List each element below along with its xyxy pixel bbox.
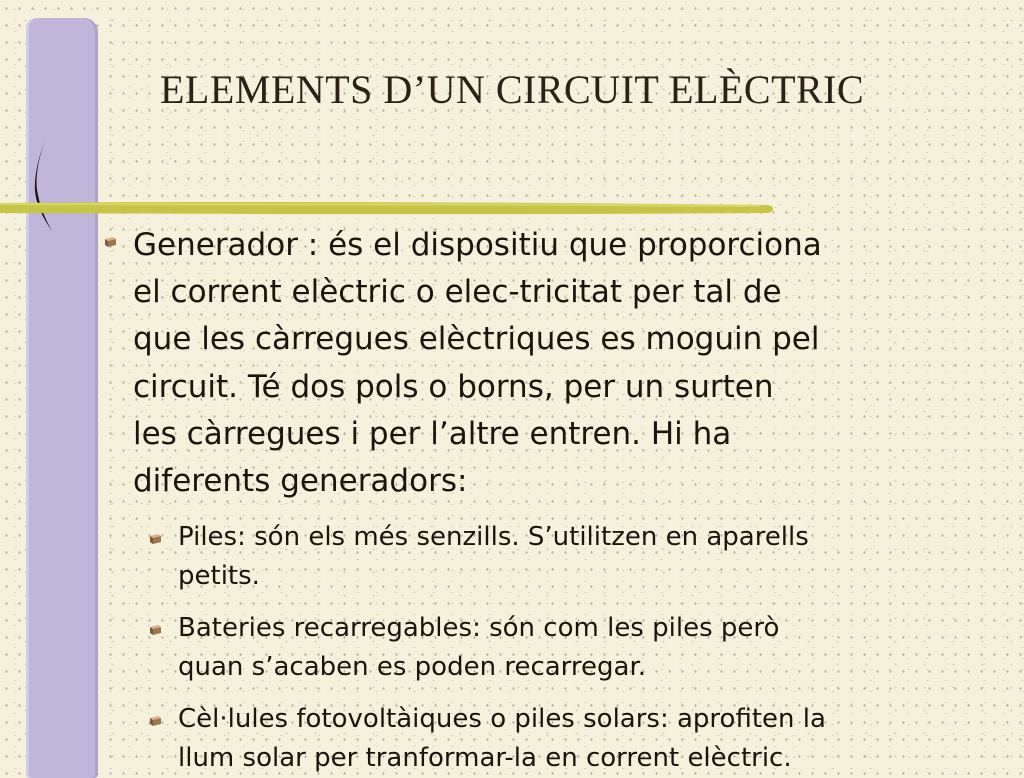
slide-title: ELEMENTS D’UN CIRCUIT ELÈCTRIC: [160, 67, 865, 112]
sub-bullet-piles: Piles: són els més senzills. S’utilitzen en aparells petits.: [178, 522, 809, 591]
square-bullet-icon: [148, 713, 162, 727]
main-bullet-text: Generador : és el dispositiu que proporciona el corrent elèctric o elec-tricitat per tal de que les càrregues elèctriques es moguin pel circuit. Té dos pols o borns, per un surten les càrregues i per l’altre entren. Hi ha diferents generadors:: [133, 227, 822, 500]
sub-bullet-bateries: Bateries recarregables: són com les piles però quan s’acaben es poden recarregar.: [178, 613, 780, 682]
square-bullet-icon: [148, 531, 162, 545]
square-bullet-icon: [103, 234, 117, 248]
title-underline-bar: [0, 199, 780, 219]
square-bullet-icon: [148, 622, 162, 636]
sub-bullet-cellules: Cèl·lules fotovoltàiques o piles solars: aprofiten la llum solar per tranformar-la en corrent elèctric.: [178, 704, 826, 773]
